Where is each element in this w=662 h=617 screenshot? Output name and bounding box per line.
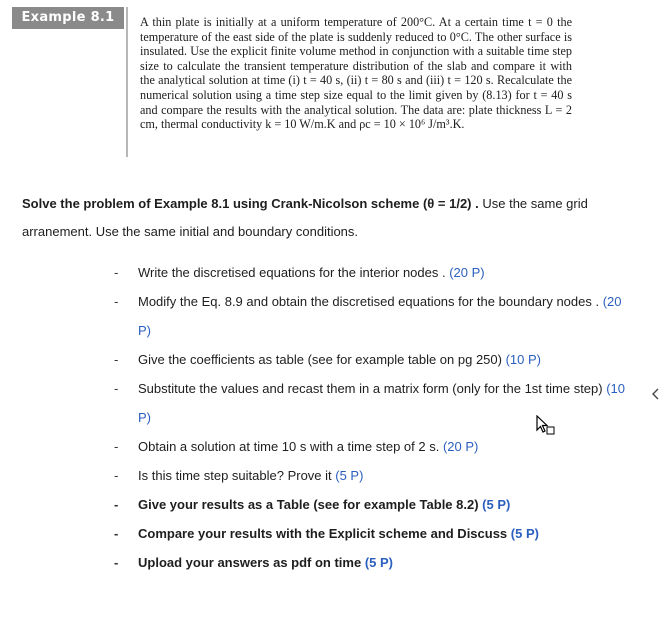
item-text: Give your results as a Table (see for example Table 8.2) [138,497,483,512]
list-item [112,345,628,374]
item-points: (5 P) [482,497,511,512]
item-text: Compare your results with the Explicit scheme and Discuss [138,526,511,541]
list-item [112,548,628,577]
item-text: Upload your answers as pdf on time [138,555,365,570]
list-item [112,519,628,548]
item-points: (20 P) [138,294,622,338]
item-text: Obtain a solution at time 10 s with a time step of 2 s. [138,439,443,454]
item-text: Is this time step suitable? Prove it [138,468,336,483]
chevron-left-icon[interactable] [652,388,660,400]
task-intro-rest: Use the same grid arranement. Use the same initial and boundary conditions. [22,196,588,239]
item-points: (10 P) [505,352,541,367]
item-points: (20 P) [449,265,485,280]
item-points: (20 P) [442,439,479,454]
example-label: Example 8.1 [12,7,124,29]
list-item [112,461,628,490]
list-item [112,287,628,345]
item-points: (5 P) [510,526,539,541]
item-points: (5 P) [335,468,364,483]
item-text: Modify the Eq. 8.9 and obtain the discretised equations for the boundary nodes . [138,294,603,309]
task-instructions [22,190,632,246]
item-text: Write the discretised equations for the interior nodes . [138,265,450,280]
mouse-pointer-icon [536,415,556,437]
list-item [112,258,628,287]
list-item [112,490,628,519]
item-text: Substitute the values and recast them in a matrix form (only for the 1st time step) [138,381,607,396]
item-points: (10 P) [138,381,625,425]
example-problem-text: A thin plate is initially at a uniform temperature of 200°C. At a certain time t = 0 the temperature of the east side of the plate is suddenly reduced to 0°C. The other surface is insulated. Use the explicit finite volume method in conjunction with a suitable time step size to calculate the transient temperature distribution of the slab and compare it with the analytical solution at time (i) t = 40 s, (ii) t = 80 s and (iii) t = 120 s. Recalculate the numerical solution using a time step size equal to the limit given by (8.13) for t = 40 s and compare the results with the analytical solution. The data are: plate thickness L = 2 cm, thermal conductivity k = 10 W/m.K and ρc = 10 × 10⁶ J/m³.K. [140,15,572,132]
example-divider [126,7,128,157]
item-text: Give the coefficients as table (see for example table on pg 250) [138,352,506,367]
item-points: (5 P) [364,555,393,570]
task-intro-bold: Solve the problem of Example 8.1 using Crank-Nicolson scheme (θ = 1/2) . [22,196,479,211]
